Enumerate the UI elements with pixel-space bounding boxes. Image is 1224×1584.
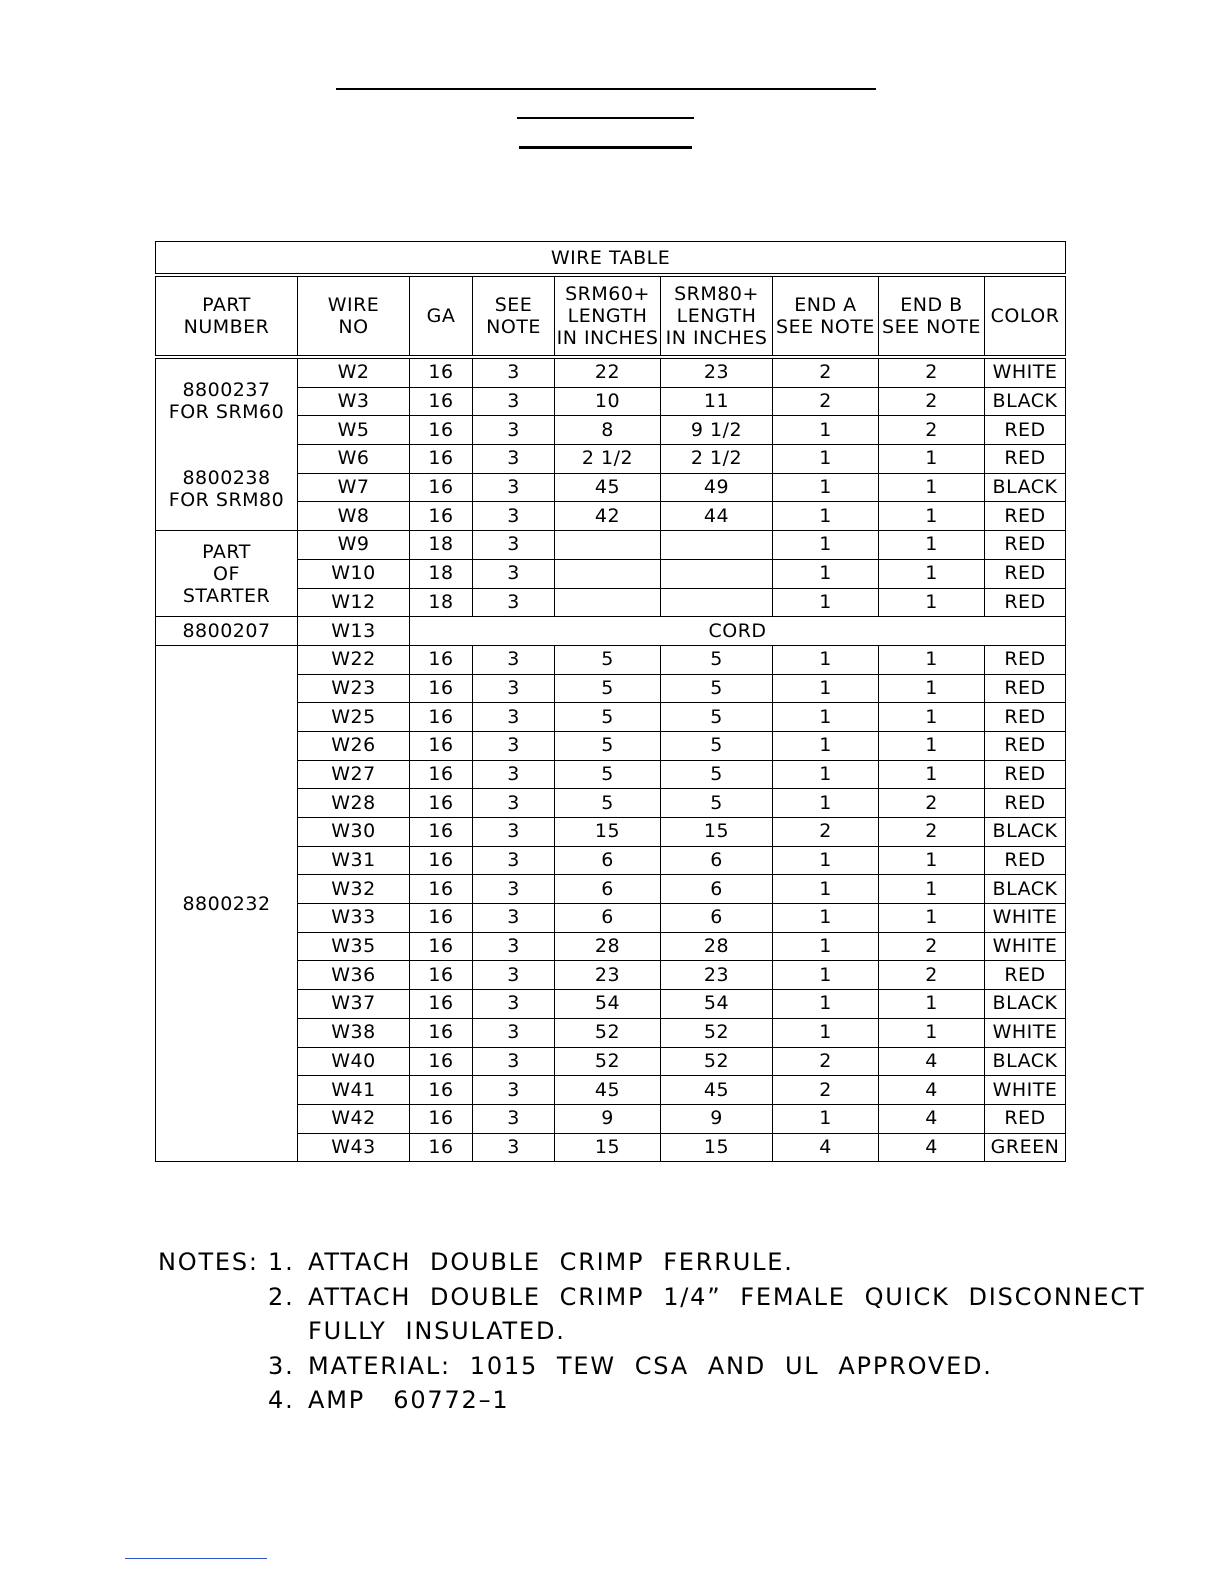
- cell-srm60: 5: [555, 645, 661, 674]
- cell-wire: W27: [298, 760, 410, 789]
- cell-wire: W6: [298, 445, 410, 474]
- cell-color: WHITE: [985, 904, 1066, 933]
- cell-srm60: [555, 588, 661, 617]
- cell-note: 3: [473, 731, 555, 760]
- cell-srm60: 45: [555, 473, 661, 502]
- cell-wire: W32: [298, 875, 410, 904]
- cell-end-a: 1: [773, 674, 879, 703]
- cell-end-b: 1: [879, 760, 985, 789]
- cell-ga: 16: [410, 445, 473, 474]
- cell-wire: W35: [298, 932, 410, 961]
- cell-ga: 16: [410, 473, 473, 502]
- cell-end-a: 2: [773, 1047, 879, 1076]
- cell-end-b: 1: [879, 502, 985, 531]
- cell-ga: 16: [410, 502, 473, 531]
- cell-note: 3: [473, 531, 555, 560]
- cell-srm80: 9: [661, 1104, 773, 1133]
- cell-wire: W13: [298, 617, 410, 646]
- cell-end-a: 4: [773, 1133, 879, 1162]
- cell-ga: 16: [410, 990, 473, 1019]
- cell-end-b: 2: [879, 961, 985, 990]
- cell-srm80: 6: [661, 875, 773, 904]
- header-srm80-length: SRM80+ LENGTH IN INCHES: [661, 275, 773, 357]
- cell-color: GREEN: [985, 1133, 1066, 1162]
- note-text: AMP 60772–1: [308, 1386, 510, 1414]
- cell-end-a: 1: [773, 875, 879, 904]
- cell-wire: W7: [298, 473, 410, 502]
- cell-color: RED: [985, 588, 1066, 617]
- cell-srm60: 42: [555, 502, 661, 531]
- cell-ga: 16: [410, 674, 473, 703]
- cell-color: RED: [985, 703, 1066, 732]
- header-ga: GA: [410, 275, 473, 357]
- cell-srm60: 5: [555, 760, 661, 789]
- cell-end-a: 1: [773, 645, 879, 674]
- cell-note: 3: [473, 818, 555, 847]
- cell-wire: W22: [298, 645, 410, 674]
- cell-srm60: 9: [555, 1104, 661, 1133]
- cell-wire: W2: [298, 357, 410, 387]
- cell-color: RED: [985, 645, 1066, 674]
- cell-color: RED: [985, 416, 1066, 445]
- cell-cord: CORD: [410, 617, 1066, 646]
- cell-wire: W33: [298, 904, 410, 933]
- cell-note: 3: [473, 559, 555, 588]
- cell-srm80: 15: [661, 818, 773, 847]
- cell-srm60: 54: [555, 990, 661, 1019]
- cell-srm80: [661, 588, 773, 617]
- header-wire-no: WIRE NO: [298, 275, 410, 357]
- cell-wire: W23: [298, 674, 410, 703]
- cell-color: RED: [985, 559, 1066, 588]
- cell-note: 3: [473, 387, 555, 416]
- cell-srm60: 15: [555, 818, 661, 847]
- note-text: ATTACH DOUBLE CRIMP FERRULE.: [308, 1248, 794, 1276]
- cell-note: 3: [473, 588, 555, 617]
- cell-srm80: 5: [661, 645, 773, 674]
- cell-srm60: 15: [555, 1133, 661, 1162]
- cell-end-b: 1: [879, 990, 985, 1019]
- cell-srm80: 28: [661, 932, 773, 961]
- header-srm60-length: SRM60+ LENGTH IN INCHES: [555, 275, 661, 357]
- cell-srm80: 52: [661, 1018, 773, 1047]
- cell-end-a: 1: [773, 1018, 879, 1047]
- cell-end-a: 2: [773, 1076, 879, 1105]
- cell-wire: W8: [298, 502, 410, 531]
- cell-srm80: 52: [661, 1047, 773, 1076]
- part-group-cord: 8800207: [156, 617, 298, 646]
- cell-end-b: 1: [879, 875, 985, 904]
- cell-note: 3: [473, 760, 555, 789]
- cell-end-b: 2: [879, 932, 985, 961]
- cell-srm60: 22: [555, 357, 661, 387]
- cell-srm60: 45: [555, 1076, 661, 1105]
- cell-end-b: 4: [879, 1133, 985, 1162]
- cell-wire: W38: [298, 1018, 410, 1047]
- cell-end-b: 4: [879, 1076, 985, 1105]
- cell-srm80: 5: [661, 760, 773, 789]
- cell-ga: 18: [410, 559, 473, 588]
- part-group-8800232: 8800232: [156, 645, 298, 1161]
- cell-srm60: 52: [555, 1018, 661, 1047]
- cell-end-b: 1: [879, 588, 985, 617]
- cell-color: BLACK: [985, 473, 1066, 502]
- cell-end-a: 1: [773, 531, 879, 560]
- cell-srm80: 11: [661, 387, 773, 416]
- cell-end-b: 4: [879, 1047, 985, 1076]
- cell-srm80: 45: [661, 1076, 773, 1105]
- cell-color: RED: [985, 1104, 1066, 1133]
- cell-srm80: 2 1/2: [661, 445, 773, 474]
- cell-color: WHITE: [985, 1018, 1066, 1047]
- cell-wire: W10: [298, 559, 410, 588]
- cell-end-a: 1: [773, 445, 879, 474]
- cell-color: BLACK: [985, 1047, 1066, 1076]
- cell-ga: 16: [410, 731, 473, 760]
- cell-end-a: 2: [773, 387, 879, 416]
- cell-srm60: [555, 559, 661, 588]
- table-title: WIRE TABLE: [156, 242, 1066, 276]
- cell-end-a: 1: [773, 473, 879, 502]
- cell-srm60: 6: [555, 846, 661, 875]
- cell-end-a: 1: [773, 588, 879, 617]
- cell-note: 3: [473, 416, 555, 445]
- cell-wire: W12: [298, 588, 410, 617]
- cell-ga: 16: [410, 1104, 473, 1133]
- cell-end-a: 1: [773, 559, 879, 588]
- cell-srm60: 10: [555, 387, 661, 416]
- cell-wire: W41: [298, 1076, 410, 1105]
- table-row: [156, 357, 1066, 387]
- cell-srm80: 5: [661, 674, 773, 703]
- cell-srm60: 28: [555, 932, 661, 961]
- cell-end-b: 1: [879, 445, 985, 474]
- cell-wire: W40: [298, 1047, 410, 1076]
- cell-end-b: 1: [879, 674, 985, 703]
- cell-note: 3: [473, 961, 555, 990]
- cell-note: 3: [473, 1018, 555, 1047]
- header-part-number: PART NUMBER: [156, 275, 298, 357]
- cell-end-b: 1: [879, 645, 985, 674]
- cell-srm80: 6: [661, 846, 773, 875]
- cell-srm60: 5: [555, 731, 661, 760]
- cell-end-b: 2: [879, 789, 985, 818]
- cell-srm80: [661, 559, 773, 588]
- cell-color: RED: [985, 760, 1066, 789]
- header-see-note: SEE NOTE: [473, 275, 555, 357]
- cell-srm60: 8: [555, 416, 661, 445]
- cell-note: 3: [473, 932, 555, 961]
- note-number: 3.: [268, 1351, 295, 1380]
- cell-srm80: 15: [661, 1133, 773, 1162]
- cell-srm80: 6: [661, 904, 773, 933]
- note-number: 1.: [268, 1248, 295, 1276]
- cell-ga: 16: [410, 387, 473, 416]
- cell-wire: W31: [298, 846, 410, 875]
- cell-end-b: 1: [879, 904, 985, 933]
- cell-color: RED: [985, 531, 1066, 560]
- header-end-b: END B SEE NOTE: [879, 275, 985, 357]
- cell-ga: 18: [410, 588, 473, 617]
- cell-srm60: [555, 531, 661, 560]
- cell-color: BLACK: [985, 818, 1066, 847]
- cell-wire: W36: [298, 961, 410, 990]
- cell-color: WHITE: [985, 932, 1066, 961]
- cell-end-b: 1: [879, 731, 985, 760]
- cell-color: WHITE: [985, 357, 1066, 387]
- cell-note: 3: [473, 674, 555, 703]
- cell-srm80: 23: [661, 357, 773, 387]
- cell-ga: 16: [410, 818, 473, 847]
- cell-srm80: 23: [661, 961, 773, 990]
- cell-ga: 16: [410, 1133, 473, 1162]
- cell-end-a: 1: [773, 703, 879, 732]
- cell-ga: 16: [410, 760, 473, 789]
- cell-note: 3: [473, 789, 555, 818]
- cell-srm60: 23: [555, 961, 661, 990]
- cell-color: RED: [985, 731, 1066, 760]
- cell-srm80: [661, 531, 773, 560]
- cell-wire: W43: [298, 1133, 410, 1162]
- cell-note: 3: [473, 1133, 555, 1162]
- cell-wire: W25: [298, 703, 410, 732]
- cell-end-b: 1: [879, 1018, 985, 1047]
- cell-end-a: 1: [773, 961, 879, 990]
- cell-note: 3: [473, 445, 555, 474]
- header-row: [156, 275, 1066, 357]
- cell-end-a: 1: [773, 846, 879, 875]
- note-number: 2.: [268, 1282, 295, 1311]
- cell-note: 3: [473, 703, 555, 732]
- table-row: [156, 645, 1066, 674]
- cell-note: 3: [473, 473, 555, 502]
- cell-srm80: 5: [661, 789, 773, 818]
- cell-srm80: 9 1/2: [661, 416, 773, 445]
- cell-end-b: 2: [879, 416, 985, 445]
- cell-ga: 16: [410, 1018, 473, 1047]
- cell-wire: W28: [298, 789, 410, 818]
- cell-ga: 16: [410, 416, 473, 445]
- title-rule-top: [336, 88, 876, 90]
- cell-end-b: 2: [879, 357, 985, 387]
- cell-ga: 16: [410, 645, 473, 674]
- cell-srm80: 44: [661, 502, 773, 531]
- notes-heading: NOTES:: [158, 1248, 259, 1276]
- cell-srm80: 49: [661, 473, 773, 502]
- cell-end-a: 1: [773, 416, 879, 445]
- cell-color: BLACK: [985, 875, 1066, 904]
- cell-srm60: 5: [555, 674, 661, 703]
- cell-end-b: 1: [879, 703, 985, 732]
- cell-ga: 16: [410, 961, 473, 990]
- cell-srm80: 5: [661, 731, 773, 760]
- note-text: MATERIAL: 1015 TEW CSA AND UL APPROVED.: [308, 1351, 993, 1380]
- note-text: ATTACH DOUBLE CRIMP 1/4” FEMALE QUICK DISCONNECT: [308, 1282, 1146, 1311]
- cell-note: 3: [473, 990, 555, 1019]
- cell-ga: 18: [410, 531, 473, 560]
- cell-wire: W37: [298, 990, 410, 1019]
- cell-end-a: 1: [773, 760, 879, 789]
- cell-note: 3: [473, 1076, 555, 1105]
- cell-ga: 16: [410, 357, 473, 387]
- cell-end-b: 4: [879, 1104, 985, 1133]
- cell-note: 3: [473, 875, 555, 904]
- cell-color: RED: [985, 502, 1066, 531]
- cell-wire: W26: [298, 731, 410, 760]
- cell-wire: W5: [298, 416, 410, 445]
- cell-end-a: 1: [773, 502, 879, 531]
- title-rule-middle: [517, 117, 694, 119]
- cell-color: BLACK: [985, 387, 1066, 416]
- cell-srm60: 6: [555, 875, 661, 904]
- cell-wire: W3: [298, 387, 410, 416]
- cell-note: 3: [473, 904, 555, 933]
- cell-note: 3: [473, 1104, 555, 1133]
- cell-end-b: 1: [879, 531, 985, 560]
- part-group-starter: PART OF STARTER: [156, 531, 298, 617]
- cell-note: 3: [473, 846, 555, 875]
- cell-ga: 16: [410, 904, 473, 933]
- cell-wire: W42: [298, 1104, 410, 1133]
- header-color: COLOR: [985, 275, 1066, 357]
- cell-ga: 16: [410, 703, 473, 732]
- cell-end-a: 1: [773, 904, 879, 933]
- cell-color: WHITE: [985, 1076, 1066, 1105]
- cell-end-b: 1: [879, 846, 985, 875]
- wire-table: [155, 241, 1066, 1162]
- cell-end-b: 2: [879, 818, 985, 847]
- cell-end-a: 2: [773, 357, 879, 387]
- note-text: FULLY INSULATED.: [308, 1317, 566, 1345]
- cell-end-a: 1: [773, 990, 879, 1019]
- cell-ga: 16: [410, 789, 473, 818]
- cell-end-a: 1: [773, 789, 879, 818]
- cell-ga: 16: [410, 1076, 473, 1105]
- cell-end-a: 1: [773, 1104, 879, 1133]
- cell-end-a: 1: [773, 932, 879, 961]
- cell-color: RED: [985, 961, 1066, 990]
- part-group-srm: 8800237 FOR SRM60 8800238 FOR SRM80: [156, 357, 298, 531]
- cell-end-a: 1: [773, 731, 879, 760]
- cell-ga: 16: [410, 1047, 473, 1076]
- cell-srm60: 2 1/2: [555, 445, 661, 474]
- cell-end-b: 2: [879, 387, 985, 416]
- cell-color: RED: [985, 846, 1066, 875]
- cell-note: 3: [473, 502, 555, 531]
- table-row: [156, 531, 1066, 560]
- cell-color: RED: [985, 445, 1066, 474]
- cell-srm60: 5: [555, 789, 661, 818]
- footer-link-rule: [125, 1558, 267, 1559]
- cell-ga: 16: [410, 875, 473, 904]
- cell-end-a: 2: [773, 818, 879, 847]
- cell-color: RED: [985, 789, 1066, 818]
- table-row: [156, 617, 1066, 646]
- cell-end-b: 1: [879, 559, 985, 588]
- title-rule-bottom: [519, 146, 692, 149]
- cell-color: BLACK: [985, 990, 1066, 1019]
- cell-wire: W30: [298, 818, 410, 847]
- cell-srm60: 52: [555, 1047, 661, 1076]
- cell-srm60: 6: [555, 904, 661, 933]
- cell-color: RED: [985, 674, 1066, 703]
- cell-note: 3: [473, 357, 555, 387]
- cell-note: 3: [473, 1047, 555, 1076]
- cell-ga: 16: [410, 932, 473, 961]
- note-number: 4.: [268, 1386, 295, 1414]
- cell-wire: W9: [298, 531, 410, 560]
- cell-ga: 16: [410, 846, 473, 875]
- cell-srm80: 54: [661, 990, 773, 1019]
- cell-end-b: 1: [879, 473, 985, 502]
- cell-srm80: 5: [661, 703, 773, 732]
- cell-srm60: 5: [555, 703, 661, 732]
- cell-note: 3: [473, 645, 555, 674]
- header-end-a: END A SEE NOTE: [773, 275, 879, 357]
